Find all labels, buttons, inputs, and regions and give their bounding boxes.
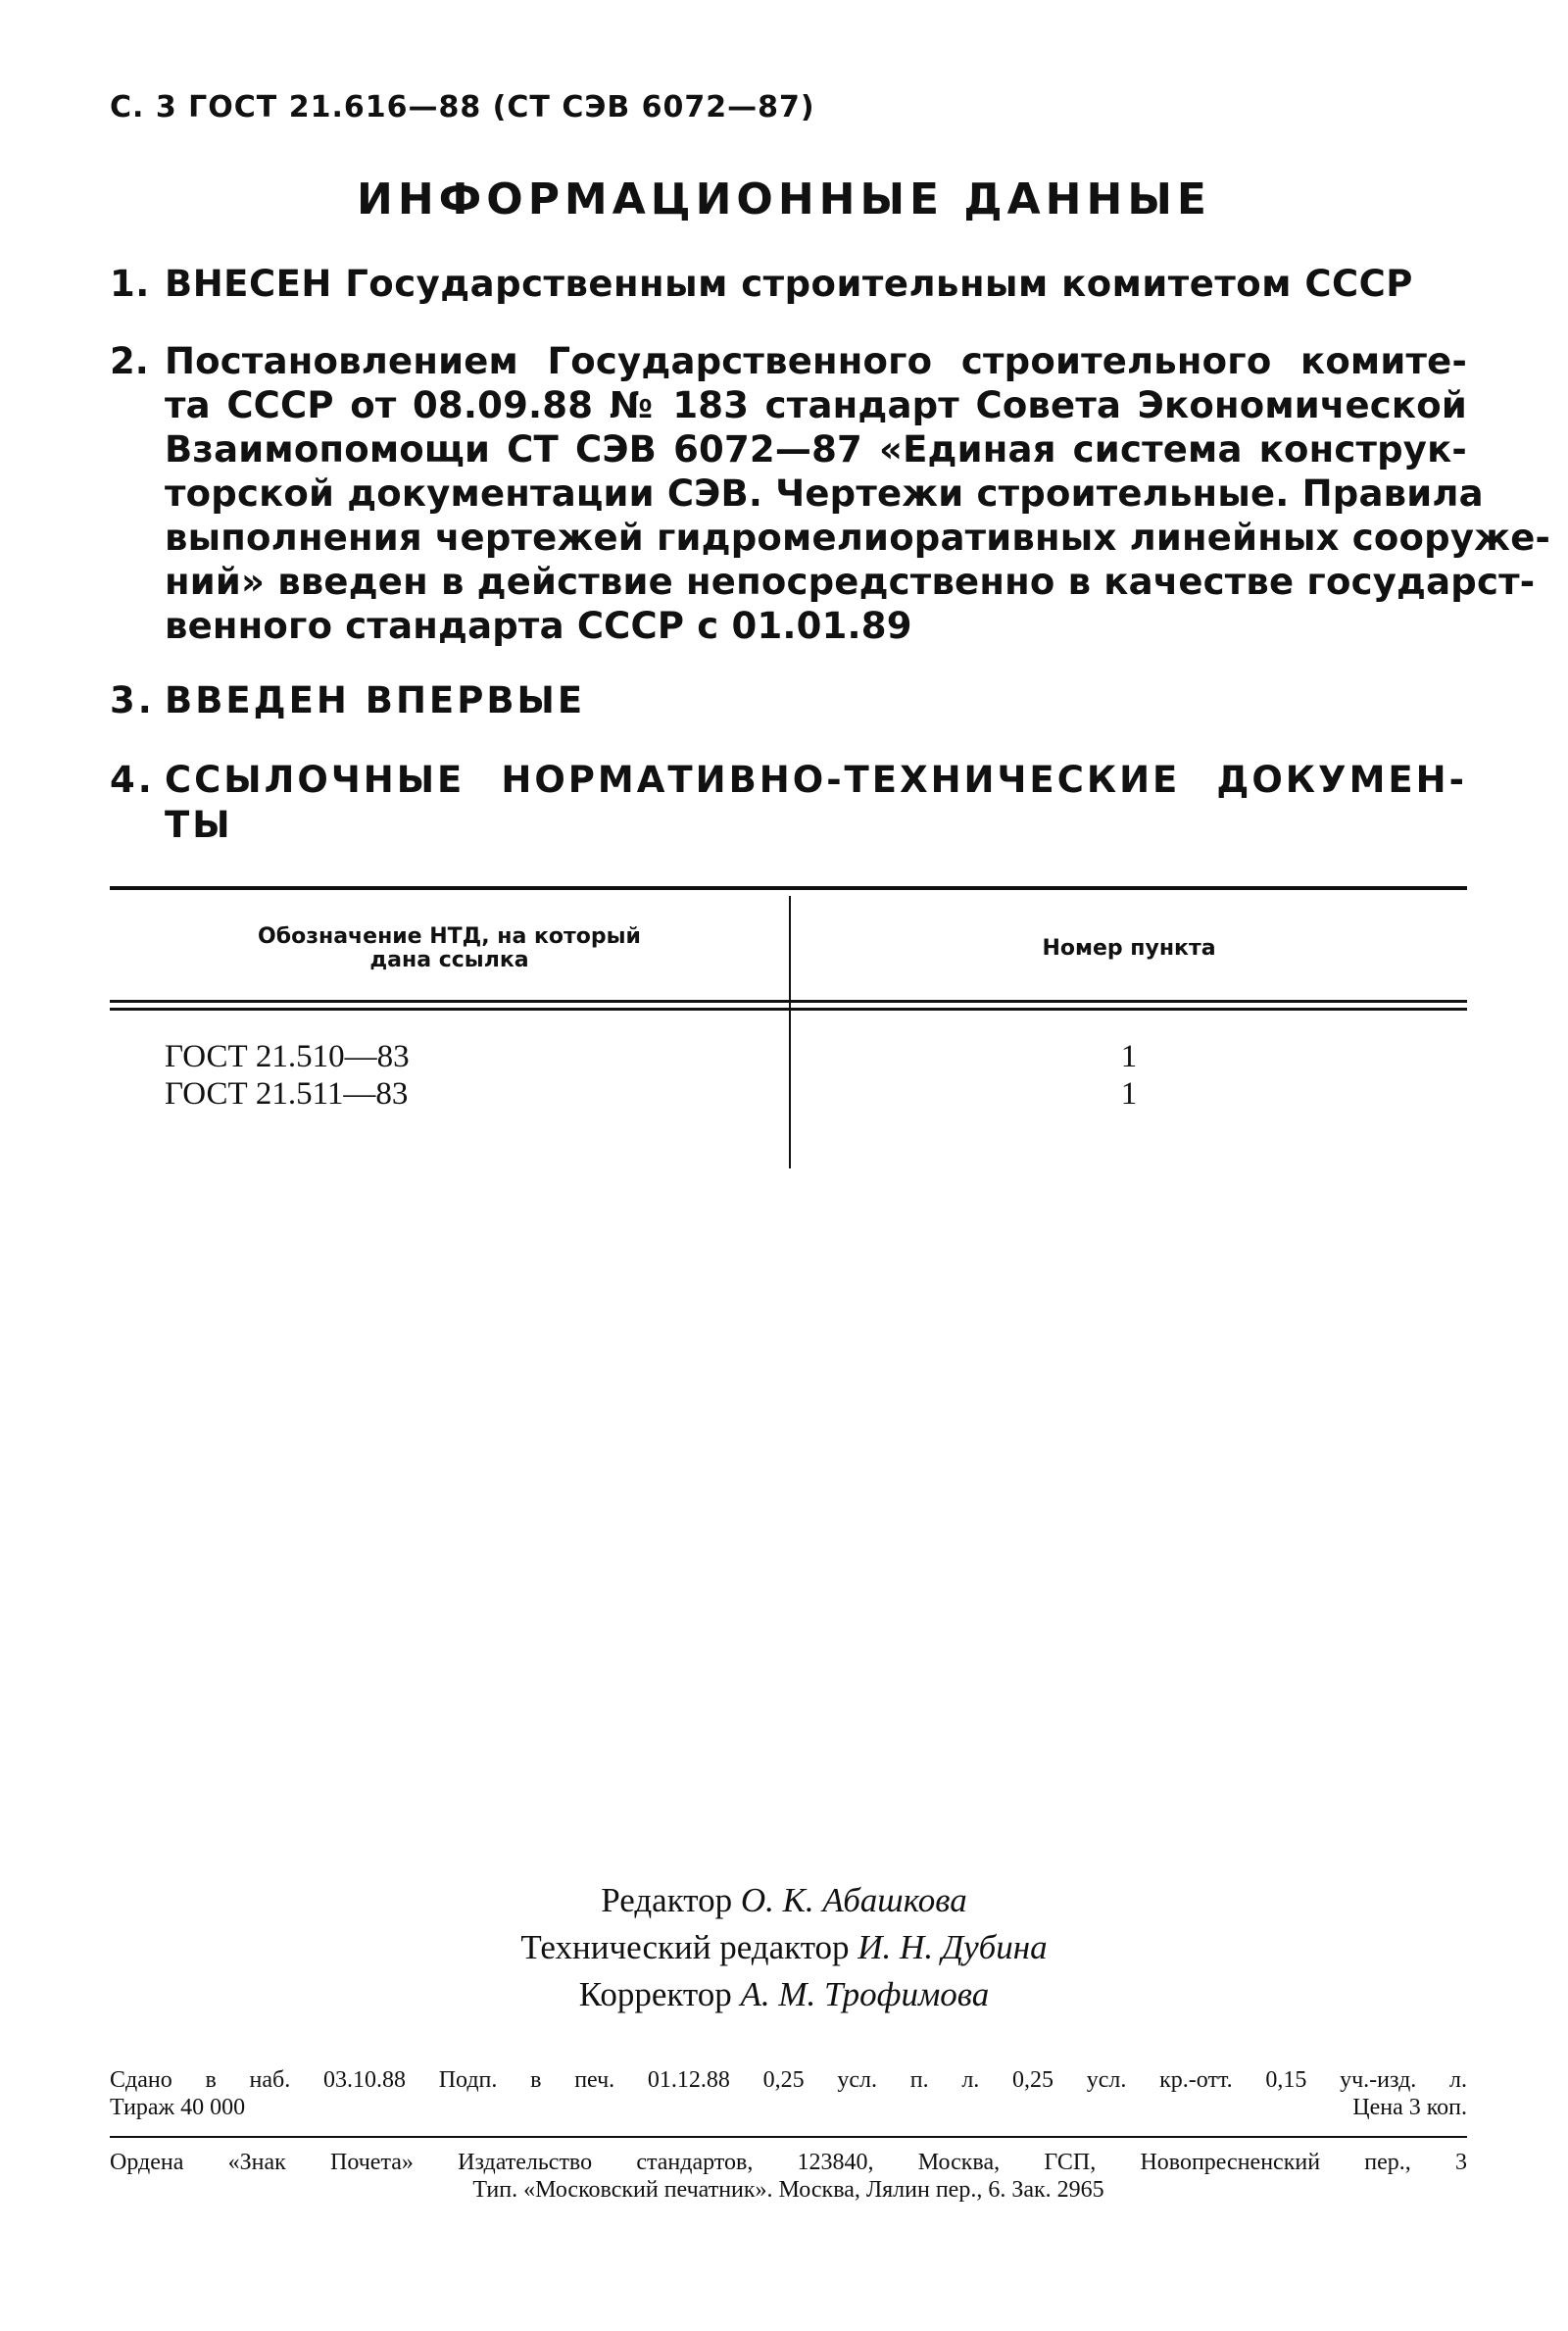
table-header-document (110, 925, 789, 972)
table-header-line: Обозначение НТД, на который (258, 924, 641, 949)
credit-line (0, 1877, 1568, 1924)
credit-line (0, 1971, 1568, 2018)
publisher-address: Ордена «Знак Почета» Издательство стандартов, 123840, Москва, ГСП, Новопресненский пер., 3 (110, 2150, 1467, 2175)
editorial-credits (0, 1877, 1568, 2018)
item-text-line: торской документации СЭВ. Чертежи строительные. Правила (165, 472, 1484, 515)
credit-line (0, 1924, 1568, 1971)
table-header-rule (110, 1008, 1467, 1011)
table-header-rule (110, 1000, 1467, 1003)
table-cell-clause: 1 (1120, 1039, 1138, 1074)
imprint-divider (110, 2136, 1467, 2138)
item-text (165, 339, 1551, 648)
item-text (165, 758, 1467, 848)
table-body (110, 1039, 1467, 1114)
imprint-circulation-row (110, 2094, 1467, 2121)
reference-documents-table (110, 886, 1467, 1170)
info-item-3 (110, 679, 1467, 721)
info-item-2 (110, 339, 1551, 648)
credit-role: Корректор (578, 1975, 732, 2013)
section-title: ИНФОРМАЦИОННЫЕ ДАННЫЕ (357, 174, 1211, 224)
item-text-line: ний» введен в действие непосредственно в качестве государст- (165, 561, 1536, 603)
table-row (110, 1039, 1467, 1076)
info-item-1 (110, 263, 1467, 305)
item-text-line: выполнения чертежей гидромелиоративных линейных сооруже- (165, 517, 1551, 559)
item-text-line: ССЫЛОЧНЫЕ НОРМАТИВНО-ТЕХНИЧЕСКИЕ ДОКУМЕН- (165, 759, 1467, 801)
table-header-line: дана ссылка (369, 948, 529, 972)
item-number: 3. (110, 679, 155, 721)
item-text-line: Постановлением Государственного строительного комите- (165, 340, 1467, 382)
item-text-line: Взаимопомощи СТ СЭВ 6072—87 «Единая система конструк- (165, 428, 1467, 471)
publisher-info (110, 2149, 1467, 2204)
info-item-4 (110, 758, 1467, 848)
credit-role: Редактор (601, 1881, 733, 1919)
print-imprint (110, 2066, 1467, 2121)
table-cell-document: ГОСТ 21.511—83 (165, 1076, 409, 1112)
item-number: 1. (110, 263, 150, 305)
credit-name: И. Н. Дубина (858, 1928, 1048, 1966)
credit-name: О. К. Абашкова (740, 1881, 967, 1919)
item-number: 4. (110, 759, 155, 801)
imprint-circulation: Тираж 40 000 (110, 2095, 246, 2120)
item-text: ВВЕДЕН ВПЕРВЫЕ (165, 679, 586, 721)
running-head: С. 3 ГОСТ 21.616—88 (СТ СЭВ 6072—87) (110, 90, 815, 124)
item-text-line: та СССР от 08.09.88 № 183 стандарт Совета Экономической (165, 384, 1467, 426)
credit-name: А. М. Трофимова (740, 1975, 990, 2013)
table-row (110, 1076, 1467, 1114)
table-cell-document: ГОСТ 21.510—83 (165, 1039, 410, 1074)
printer-address: Тип. «Московский печатник». Москва, Лялин пер., 6. Зак. 2965 (472, 2177, 1104, 2203)
item-text: ВНЕСЕН Государственным строительным комитетом СССР (165, 263, 1413, 305)
table-top-rule (110, 886, 1467, 890)
item-text-line: венного стандарта СССР с 01.01.89 (165, 605, 912, 647)
table-cell-clause: 1 (1120, 1076, 1138, 1112)
table-header-clause: Номер пункта (1042, 936, 1216, 961)
item-text-line: ТЫ (165, 804, 233, 846)
credit-role: Технический редактор (520, 1928, 850, 1966)
imprint-price: Цена 3 коп. (1352, 2095, 1467, 2120)
imprint-dates: Сдано в наб. 03.10.88 Подп. в печ. 01.12.88 0,25 усл. п. л. 0,25 усл. кр.-отт. 0,15 уч.-изд. л. (110, 2067, 1467, 2093)
item-number: 2. (110, 340, 149, 382)
